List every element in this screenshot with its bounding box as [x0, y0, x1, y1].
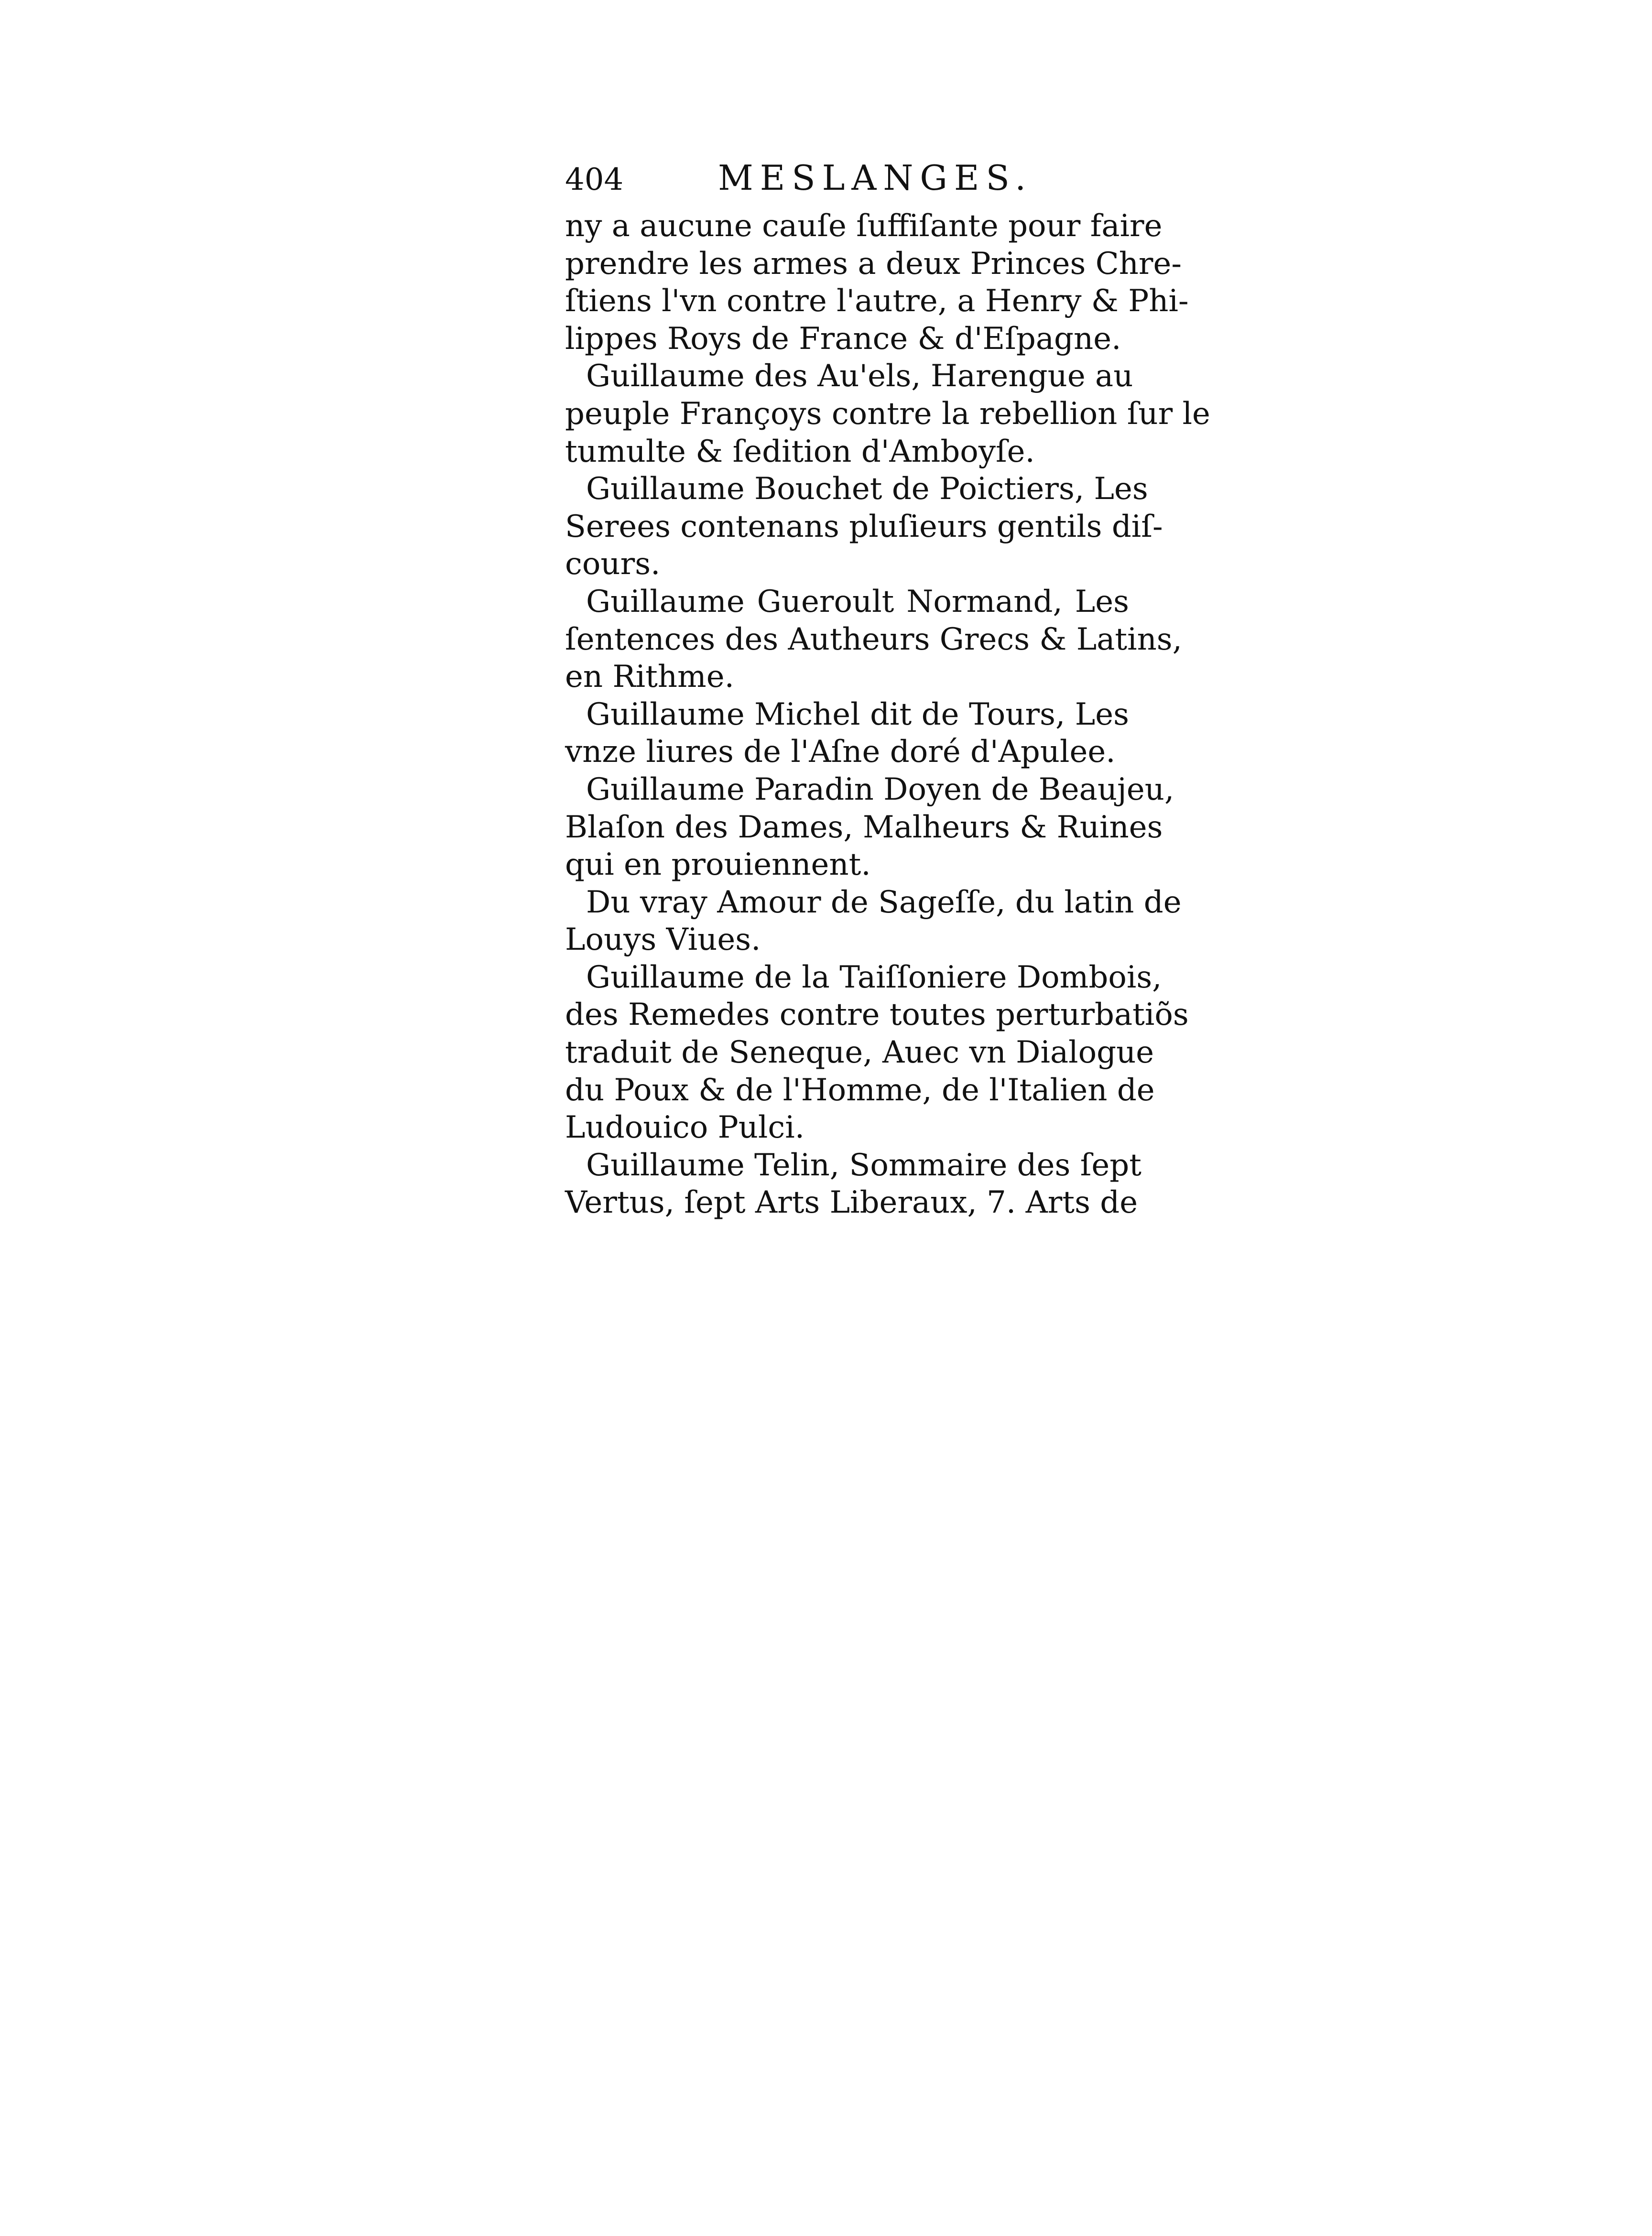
text-line: ſtiens l'vn contre l'autre, a Henry & Phi- [565, 283, 1189, 319]
text-line: cours. [565, 546, 661, 582]
text-line: vnze liures de l'Aſne doré d'Apulee. [565, 734, 1116, 770]
text-line: Ludouico Pulci. [565, 1110, 805, 1146]
text-line: traduit de Seneque, Auec vn Dialogue [565, 1035, 1154, 1071]
entry-first-line: Guillaume Gueroult Normand, Les [586, 584, 1129, 619]
entry-first-line: Du vray Amour de Sageſſe, du latin de [586, 884, 1182, 920]
text-line: ſentences des Autheurs Grecs & Latins, [565, 621, 1182, 657]
text-line: lippes Roys de France & d'Eſpagne. [565, 321, 1121, 357]
text-line: en Rithme. [565, 659, 734, 695]
entry-first-line: Guillaume Telin, Sommaire des ſept [586, 1147, 1141, 1183]
text-line: peuple Françoys contre la rebellion ſur le [565, 396, 1210, 432]
text-line: Louys Viues. [565, 922, 761, 958]
text-line: tumulte & ſedition d'Amboyſe. [565, 434, 1035, 469]
text-line: prendre les armes a deux Princes Chre- [565, 246, 1182, 282]
entry-first-line: Guillaume Bouchet de Poictiers, Les [586, 471, 1148, 507]
text-line: des Remedes contre toutes perturbatiõs [565, 997, 1189, 1033]
text-line: Vertus, ſept Arts Liberaux, 7. Arts de [565, 1185, 1138, 1221]
running-head: MESLANGES. [718, 158, 1033, 198]
page-header [565, 158, 1129, 207]
entry-first-line: Guillaume Michel dit de Tours, Les [586, 696, 1129, 732]
page-number: 404 [565, 162, 624, 197]
entry-first-line: Guillaume Paradin Doyen de Beaujeu, [586, 771, 1174, 807]
text-line: du Poux & de l'Homme, de l'Italien de [565, 1072, 1155, 1108]
text-line: ny a aucune cauſe ſuffiſante pour faire [565, 208, 1163, 244]
entry-first-line: Guillaume des Au'els, Harengue au [586, 358, 1133, 394]
text-line: Serees contenans pluſieurs gentils diſ- [565, 509, 1163, 544]
text-line: qui en prouiennent. [565, 847, 871, 883]
page-text-block [565, 158, 1210, 1222]
entry-first-line: Guillaume de la Taiſſoniere Dombois, [586, 959, 1162, 995]
text-line: Blaſon des Dames, Malheurs & Ruines [565, 809, 1163, 845]
